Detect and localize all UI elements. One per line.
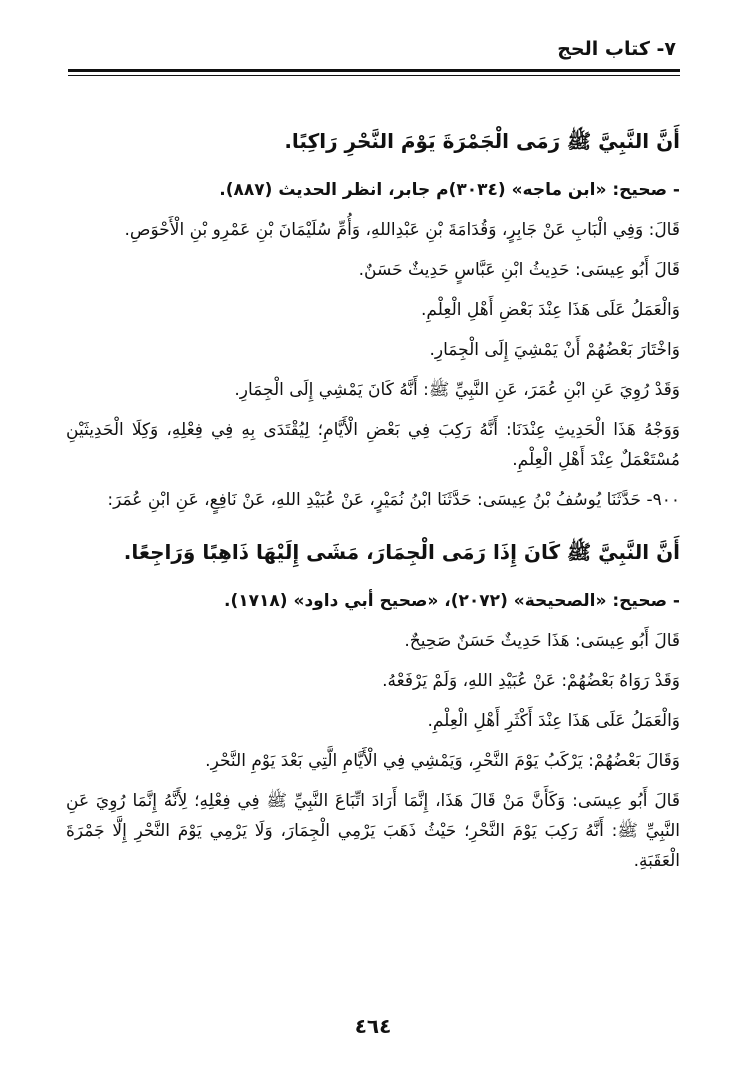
narration-note: وَقَدْ رُوِيَ عَنِ ابْنِ عُمَرَ، عَنِ النَّبِيِّ ﷺ: أَنَّهُ كَانَ يَمْشِي إِلَى الْجِمَارِ. [234,380,680,400]
bab-note: قَالَ: وَفِي الْبَابِ عَنْ جَابِرٍ، وَقُدَامَةَ بْنِ عَبْدِاللهِ، وَأُمِّ سُلَيْمَانَ بْنِ عَمْرِو بْنِ الْأَحْوَصِ. [124,220,680,240]
practice-note-1: وَالْعَمَلُ عَلَى هَذَا عِنْدَ بَعْضِ أَهْلِ الْعِلْمِ. [421,300,680,320]
grading-note-1: - صحيح: «ابن ماجه» (٣٠٣٤)م جابر، انظر الحديث (٨٨٧). [219,180,680,200]
hadith-text-1: أَنَّ النَّبِيَّ ﷺ رَمَى الْجَمْرَةَ يَوْمَ النَّحْرِ رَاكِبًا. [284,129,680,153]
practice-note-2: وَالْعَمَلُ عَلَى هَذَا عِنْدَ أَكْثَرِ أَهْلِ الْعِلْمِ. [427,711,680,731]
choice-note: وَاخْتَارَ بَعْضُهُمْ أَنْ يَمْشِيَ إِلَى الْجِمَارِ. [429,340,680,360]
abu-isa-comment-2: قَالَ أَبُو عِيسَى: هَذَا حَدِيثٌ حَسَنٌ صَحِيحٌ. [404,631,680,651]
grading-note-2: - صحيح: «الصحيحة» (٢٠٧٢)، «صحيح أبي داود» (١٧١٨). [224,591,680,611]
running-header-title: ٧- كتاب الحج [557,38,676,60]
header-rule-thick [68,69,680,72]
page-body [66,104,680,886]
hadith-text-2: أَنَّ النَّبِيَّ ﷺ كَانَ إِذَا رَمَى الْجِمَارَ، مَشَى إِلَيْهَا ذَاهِبًا وَرَاجِعًا. [123,540,680,564]
page-number: ٤٦٤ [354,1014,392,1038]
abu-isa-comment-1: قَالَ أَبُو عِيسَى: حَدِيثُ ابْنِ عَبَّاسٍ حَدِيثٌ حَسَنٌ. [358,260,680,280]
header-rule-thin [68,75,680,76]
narration-variant-note: وَقَدْ رَوَاهُ بَعْضُهُمْ: عَنْ عُبَيْدِ اللهِ، وَلَمْ يَرْفَعْهُ. [382,671,680,691]
explanation-note: وَوَجْهُ هَذَا الْحَدِيثِ عِنْدَنَا: أَنَّهُ رَكِبَ فِي بَعْضِ الْأَيَّامِ؛ لِيُقْتَدَى بِهِ فِي فِعْلِهِ، وَكِلَا الْحَدِيثَيْنِ مُسْتَعْمَلٌ عِنْدَ أَهْلِ الْعِلْمِ. [66,420,680,470]
isnad-900: ٩٠٠- حَدَّثَنَا يُوسُفُ بْنُ عِيسَى: حَدَّثَنَا ابْنُ نُمَيْرٍ، عَنْ عُبَيْدِ اللهِ، عَنْ نَافِعٍ، عَنِ ابْنِ عُمَرَ: [107,490,680,510]
abu-isa-comment-3: قَالَ أَبُو عِيسَى: وَكَأَنَّ مَنْ قَالَ هَذَا، إِنَّمَا أَرَادَ اتِّبَاعَ النَّبِيِّ ﷺ فِي فِعْلِهِ؛ لِأَنَّهُ إِنَّمَا رُوِيَ عَنِ النَّبِيِّ ﷺ: أَنَّهُ رَكِبَ يَوْمَ النَّحْرِ؛ حَيْثُ ذَهَبَ يَرْمِي الْجِمَارَ، وَلَا يَرْمِي يَوْمَ النَّحْرِ إِلَّا جَمْرَةَ الْعَقَبَةِ. [66,791,680,871]
opinion-note: وَقَالَ بَعْضُهُمْ: يَرْكَبُ يَوْمَ النَّحْرِ، وَيَمْشِي فِي الْأَيَّامِ الَّتِي بَعْدَ يَوْمِ النَّحْرِ. [205,751,680,771]
